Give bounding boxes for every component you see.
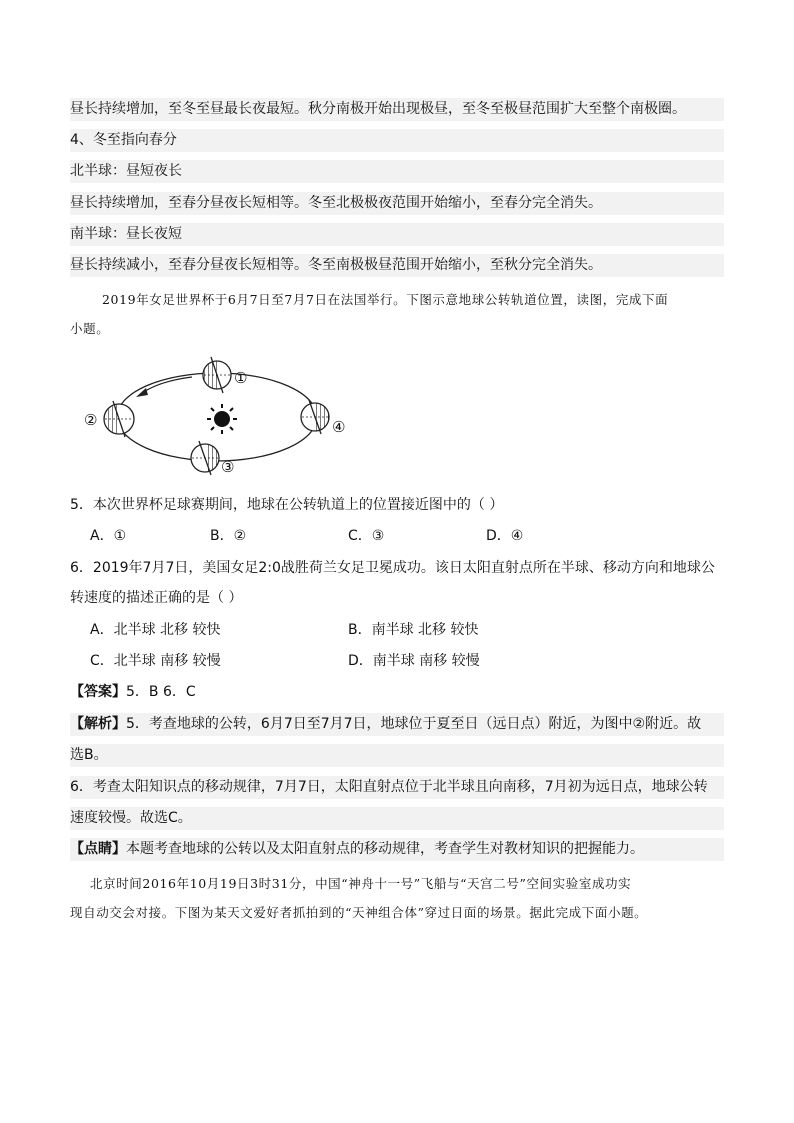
analysis-line-2: 选B。 xyxy=(70,744,724,767)
question-intro-line-1: 2019年女足世界杯于6月7日至7月7日在法国举行。下图示意地球公转轨道位置，读图，完成下面 xyxy=(102,292,669,307)
analysis-line-1 xyxy=(70,713,724,736)
next-intro-line-1: 北京时间2016年10月19日3时31分，中国“神舟十一号”飞船与“天宫二号”空间实验室成功实 xyxy=(90,876,632,891)
question-5-stem: 5．本次世界杯足球赛期间，地球在公转轨道上的位置接近图中的（ ） xyxy=(70,497,504,513)
earth-position-2 xyxy=(104,401,134,437)
comment-label: 【点睛】 xyxy=(70,841,126,857)
question-intro-line-2: 小题。 xyxy=(70,321,110,336)
question-6-stem-line-2: 转速度的描述正确的是（ ） xyxy=(70,590,243,606)
next-intro-line-2: 现自动交会对接。下图为某天文爱好者抓拍到的“天神组合体”穿过日面的场景。据此完成下面小题。 xyxy=(70,905,648,920)
label-1: ① xyxy=(234,369,248,387)
analysis-line-3: 6．考查太阳知识点的移动规律，7月7日，太阳直射点位于北半球且向南移，7月初为远日点，地球公转 xyxy=(70,776,724,799)
earth-position-4 xyxy=(301,400,329,434)
sun-icon xyxy=(207,404,237,434)
q5-option-c[interactable]: C．③ xyxy=(348,528,385,544)
earth-position-1 xyxy=(203,357,231,393)
q5-option-d[interactable]: D．④ xyxy=(486,528,524,544)
q6-option-b[interactable]: B．南半球 北移 较快 xyxy=(348,622,479,638)
analysis-text-1: 5．考查地球的公转，6月7日至7月7日，地球位于夏至日（远日点）附近，为图中②附近。故 xyxy=(126,716,702,732)
earth-position-3 xyxy=(191,441,219,475)
answer-label: 【答案】 xyxy=(70,684,126,700)
note-line-1: 昼长持续增加，至冬至昼最长夜最短。秋分南极开始出现极昼，至冬至极昼范围扩大至整个南极圈。 xyxy=(70,98,724,121)
question-6-stem-line-1: 6．2019年7月7日，美国女足2:0战胜荷兰女足卫冕成功。该日太阳直射点所在半球、移动方向和地球公 xyxy=(70,560,715,576)
earth-orbit-diagram xyxy=(80,355,350,485)
answer-text: 5．B 6．C xyxy=(126,684,196,700)
note-northern-hemisphere: 北半球：昼短夜长 xyxy=(70,160,724,183)
note-heading-winter-to-spring: 4、冬至指向春分 xyxy=(70,129,724,152)
label-4: ④ xyxy=(332,418,346,436)
comment-line xyxy=(70,838,724,861)
q6-option-a[interactable]: A．北半球 北移 较快 xyxy=(90,622,221,638)
analysis-label: 【解析】 xyxy=(70,716,126,732)
q6-option-d[interactable]: D．南半球 南移 较慢 xyxy=(348,653,480,669)
label-2: ② xyxy=(84,411,98,429)
note-line-4: 昼长持续增加，至春分昼夜长短相等。冬至北极极夜范围开始缩小，至春分完全消失。 xyxy=(70,192,724,215)
q6-option-c[interactable]: C．北半球 南移 较慢 xyxy=(90,653,221,669)
q5-option-a[interactable]: A．① xyxy=(90,528,127,544)
note-southern-hemisphere: 南半球：昼长夜短 xyxy=(70,223,724,246)
answer-line xyxy=(70,681,724,704)
label-3: ③ xyxy=(221,458,235,476)
comment-text: 本题考查地球的公转以及太阳直射点的移动规律，考查学生对教材知识的把握能力。 xyxy=(126,841,644,857)
note-line-6: 昼长持续减小，至春分昼夜长短相等。冬至南极极昼范围开始缩小，至秋分完全消失。 xyxy=(70,254,724,277)
analysis-line-4: 速度较慢。故选C。 xyxy=(70,807,724,830)
q5-option-b[interactable]: B．② xyxy=(210,528,247,544)
